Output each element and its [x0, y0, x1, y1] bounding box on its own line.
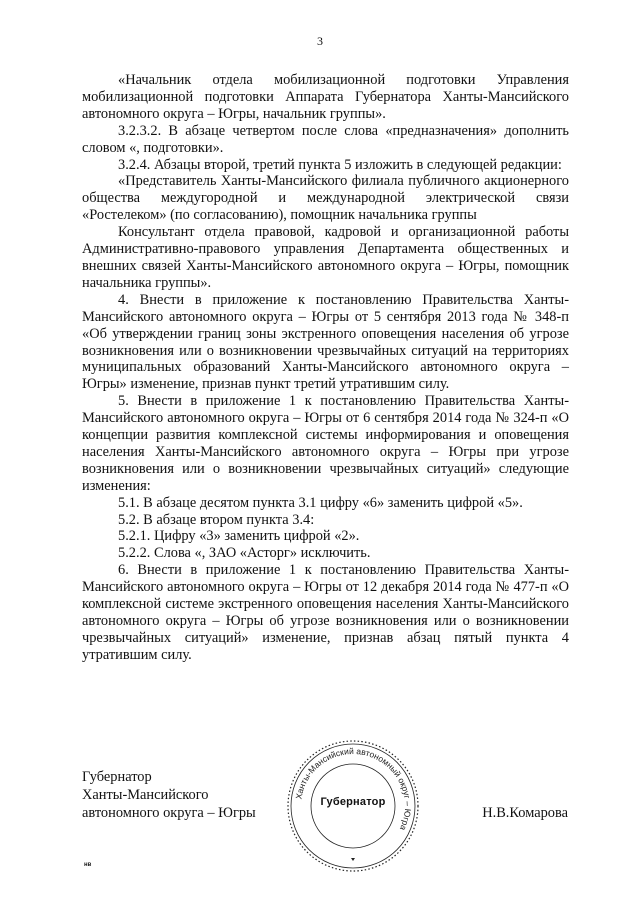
- page-number: 3: [317, 34, 323, 48]
- paragraph: 5.1. В абзаце десятом пункта 3.1 цифру «6» заменить цифрой «5».: [118, 494, 523, 511]
- signer-name: Н.В.Комарова: [482, 805, 568, 821]
- seal-center-text: Губернатор: [320, 796, 386, 808]
- paragraph: 5.2.1. Цифру «3» заменить цифрой «2».: [118, 528, 360, 545]
- paragraph: «Представитель Ханты-Мансийского филиала публичного акционерного общества междугородной и международной электрической связи «Ростелеком» (по согласованию), помощник начальника группы: [82, 173, 569, 224]
- paragraph: 5.2. В абзаце втором пункта 3.4:: [118, 511, 315, 528]
- paragraph: 6. Внести в приложение 1 к постановлению Правительства Ханты-Мансийского автономного округа – Югры от 12 декабря 2014 года № 477-п «О комплексной системе экстренного оповещения населения Ханты-Мансийского автономного округа – Югры об угрозе возникновения или о возникновении чрезвычайных ситуаций» изменение, признав абзац пятый пункта 4 утратившим силу.: [82, 562, 569, 663]
- signatory-title-line: Ханты-Мансийского: [82, 787, 209, 803]
- paragraph: Консультант отдела правовой, кадровой и организационной работы Административно-правового управления Департамента общественных и внешних связей Ханты-Мансийского автономного округа – Югры, помощник начальника группы».: [82, 224, 569, 291]
- seal-ring-text: Ханты-Мансийский автономный округ – Югра: [293, 745, 414, 832]
- paragraph: 3.2.3.2. В абзаце четвертом после слова «предназначения» дополнить словом «, подготовки».: [82, 122, 569, 156]
- paragraph: «Начальник отдела мобилизационной подготовки Управления мобилизационной подготовки Аппарата Губернатора Ханты-Мансийского автономного округа – Югры, начальник группы».: [82, 72, 569, 122]
- paragraph: 3.2.4. Абзацы второй, третий пункта 5 изложить в следующей редакции:: [118, 156, 562, 173]
- paragraph: 5.2.2. Слова «, ЗАО «Асторг» исключить.: [118, 545, 371, 562]
- executor-initials: нв: [84, 862, 92, 868]
- document-body: [82, 72, 569, 664]
- paragraph: 4. Внести в приложение к постановлению Правительства Ханты-Мансийского автономного округа – Югры от 5 сентября 2013 года № 348-п «Об утверждении границ зоны экстренного оповещения населения об угрозе возникновения или о возникновении чрезвычайных ситуаций на территориях муниципальных образований Ханты-Мансийского автономного округа – Югры» изменение, признав пункт третий утратившим силу.: [82, 291, 569, 393]
- official-seal: [285, 738, 421, 874]
- signatory-title: [82, 768, 256, 822]
- signatory-title-line: Губернатор: [82, 769, 152, 785]
- signatory-title-line: автономного округа – Югры: [82, 805, 256, 821]
- paragraph: 5. Внести в приложение 1 к постановлению Правительства Ханты-Мансийского автономного округа – Югры от 6 сентября 2014 года № 324-п «О концепции развития комплексной системы информирования и оповещения населения Ханты-Мансийского автономного округа – Югры при угрозе возникновения или о возникновении чрезвычайных ситуаций» следующие изменения:: [82, 393, 569, 494]
